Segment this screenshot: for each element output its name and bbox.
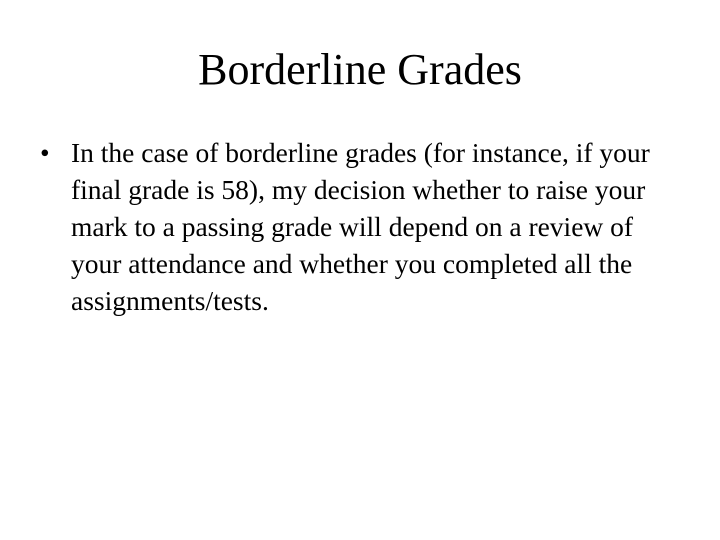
bullet-list (0, 134, 720, 319)
slide-title: Borderline Grades (198, 45, 522, 94)
bullet-text: In the case of borderline grades (for instance, if your final grade is 58), my decision whether to raise your mark to a passing grade will depend on a review of your attendance and whether you completed all the assignments/tests. (71, 137, 650, 316)
bullet-mark: • (40, 137, 50, 168)
bullet-item (0, 134, 720, 319)
